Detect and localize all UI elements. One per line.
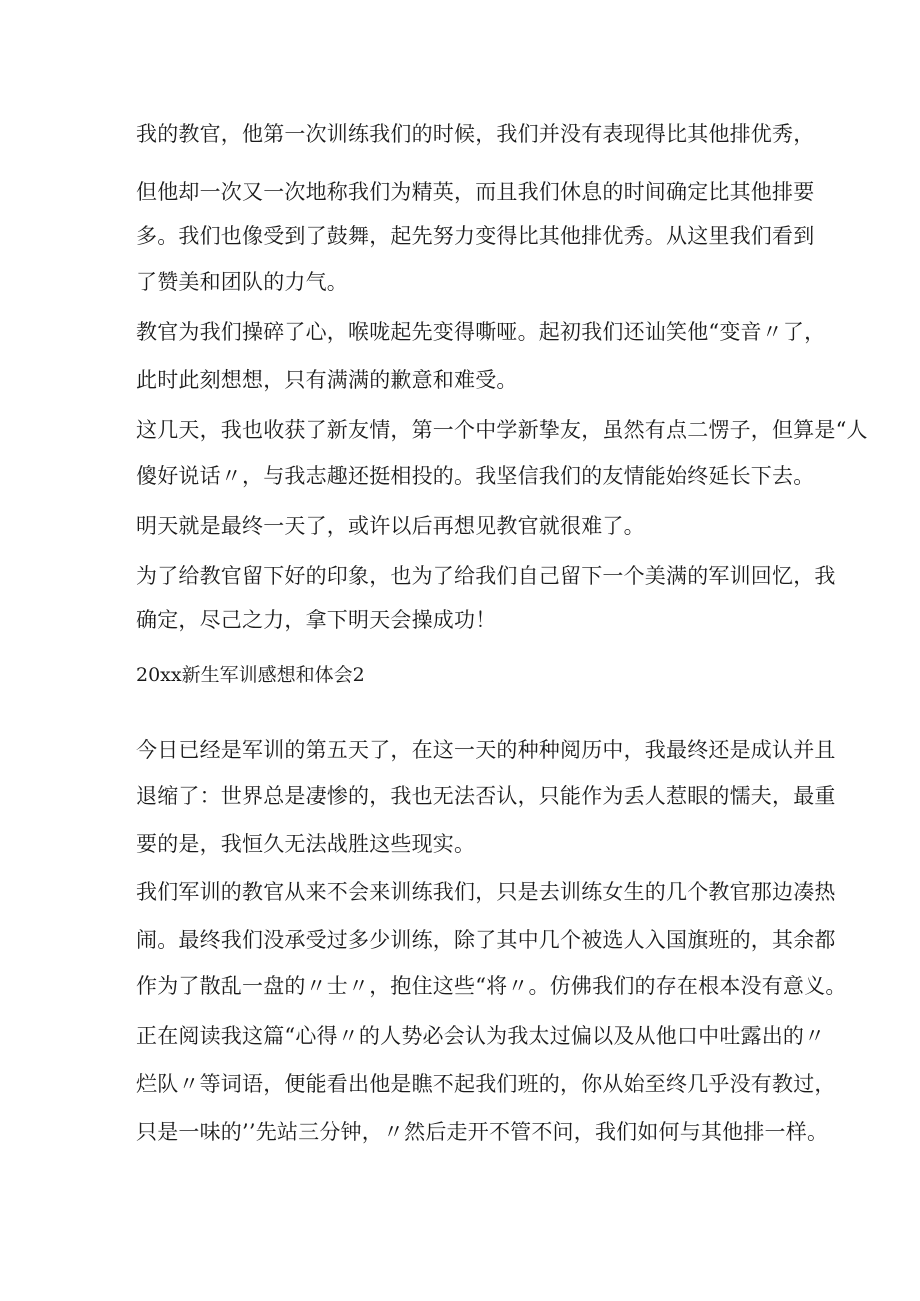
text-line: 为了给教官留下好的印象，也为了给我们自己留下一个美满的军训回忆，我 (136, 564, 836, 588)
text-line: 但他却一次又一次地称我们为精英，而且我们休息的时间确定比其他排要 (136, 180, 815, 204)
text-line: 这几天，我也收获了新友情，第一个中学新挚友，虽然有点二愣子，但算是“人 (136, 418, 868, 442)
text-line: 我的教官，他第一次训练我们的时候，我们并没有表现得比其他排优秀， (136, 122, 815, 146)
text-line: 教官为我们操碎了心，喉咙起先变得嘶哑。起初我们还讪笑他“变音〃了， (136, 320, 826, 344)
text-line: 了赞美和团队的力气。 (136, 270, 348, 294)
text-line: 烂队〃等词语，便能看出他是瞧不起我们班的，你从始至终几乎没有教过， (136, 1072, 836, 1096)
text-line: 明天就是最终一天了，或许以后再想见教官就很难了。 (136, 514, 645, 538)
section-heading: 20xx新生军训感想和体会2 (136, 664, 365, 686)
text-line: 闹。最终我们没承受过多少训练，除了其中几个被选人入国旗班的，其余都 (136, 928, 836, 952)
text-line: 正在阅读我这篇“心得〃的人势必会认为我太过偏以及从他口中吐露出的〃 (136, 1024, 826, 1048)
text-line: 多。我们也像受到了鼓舞，起先努力变得比其他排优秀。从这里我们看到 (136, 224, 815, 248)
text-line: 傻好说话〃，与我志趣还挺相投的。我坚信我们的友情能始终延长下去。 (136, 464, 815, 488)
text-line: 要的是，我恒久无法战胜这些现实。 (136, 832, 476, 856)
text-line: 我们军训的教官从来不会来训练我们，只是去训练女生的几个教官那边凑热 (136, 880, 836, 904)
text-line: 今日已经是军训的第五天了，在这一天的种种阅历中，我最终还是成认并且 (136, 738, 836, 762)
text-line: 确定，尽己之力，拿下明天会操成功！ (136, 608, 497, 632)
text-line: 作为了散乱一盘的〃士〃，抱住这些“将〃。仿佛我们的存在根本没有意义。 (136, 974, 847, 998)
text-line: 此时此刻想想，只有满满的歉意和难受。 (136, 368, 518, 392)
text-line: 退缩了：世界总是凄惨的，我也无法否认，只能作为丢人惹眼的懦夫，最重 (136, 784, 836, 808)
text-line: 只是一味的’’先站三分钟，〃然后走开不管不问，我们如何与其他排一样。 (136, 1120, 829, 1144)
